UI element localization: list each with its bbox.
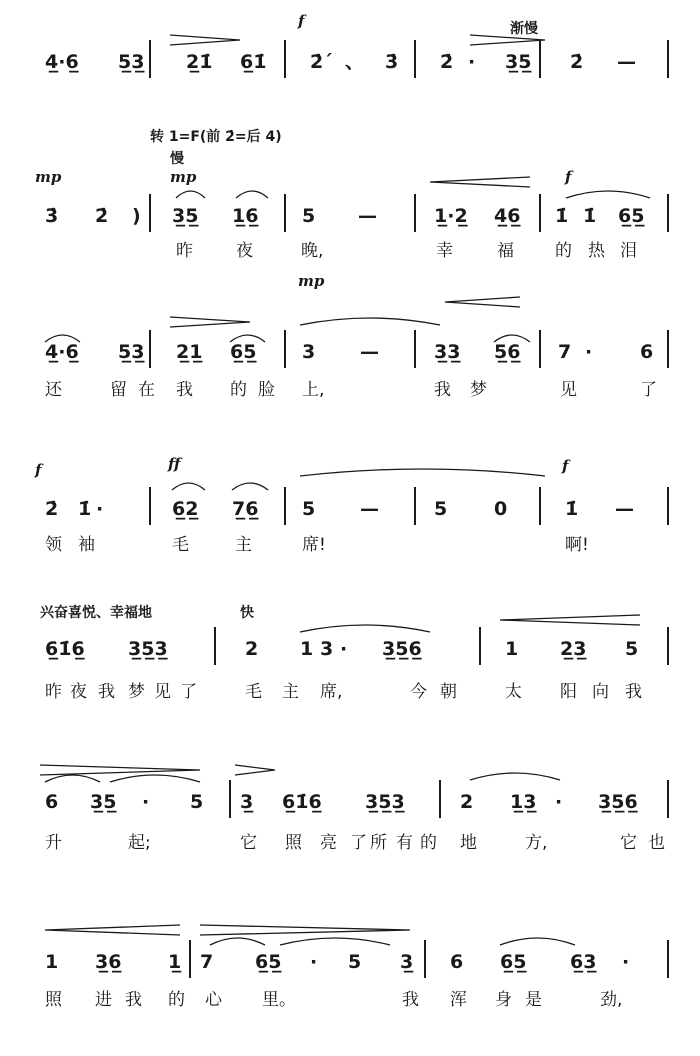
jianpu-note: 3̲: [400, 951, 414, 973]
jianpu-note: 3̲5̲: [505, 51, 532, 73]
jianpu-note: 4̲·6̲: [45, 341, 79, 363]
slur: [500, 938, 575, 945]
jianpu-note: 5: [302, 498, 316, 520]
lyric-char: 夜: [236, 241, 253, 261]
lyric-char: 上,: [302, 380, 325, 400]
jianpu-note: 3̲5̲6̲: [382, 638, 422, 660]
score-row: [45, 272, 668, 400]
jianpu-note: 3̲5̲: [172, 205, 199, 227]
jianpu-note: 2̲1̇: [186, 51, 213, 73]
lyric-char: 福: [497, 241, 514, 261]
lyric-char: 阳: [560, 682, 577, 702]
slur: [176, 191, 205, 198]
jianpu-note: 2: [460, 791, 474, 813]
lyric-char: 劲,: [600, 990, 623, 1010]
jianpu-note: 6̲1̇6̲: [282, 791, 322, 813]
lyric-char: 浑: [450, 990, 467, 1010]
lyric-char: 了: [180, 682, 197, 702]
lyric-char: 方,: [525, 833, 548, 853]
jianpu-note: 6: [450, 951, 464, 973]
jianpu-note: 1̇: [583, 205, 597, 227]
lyric-char: 朝: [440, 682, 457, 702]
score-row: [45, 12, 668, 78]
annotation-expression: 兴奋喜悦、幸福地: [40, 605, 152, 621]
lyric-char: 身: [495, 990, 512, 1010]
dynamic-mark: f: [565, 168, 572, 186]
lyric-char: 领: [45, 535, 62, 555]
lyric-char: 主: [235, 535, 252, 555]
dynamic-mark: mp: [35, 168, 62, 186]
lyric-char: 起;: [128, 833, 151, 853]
score-row: [45, 627, 668, 702]
lyric-char: 梦: [128, 682, 145, 702]
lyric-char: 毛: [172, 535, 189, 555]
jianpu-note: —: [360, 341, 379, 363]
lyric-char: 的: [555, 241, 572, 261]
slur: [280, 938, 390, 945]
jianpu-note: 1̲3̲: [510, 791, 537, 813]
lyric-char: 啊!: [565, 535, 589, 555]
jianpu-note: —: [360, 498, 379, 520]
jianpu-note: 6̲5̲: [618, 205, 645, 227]
hairpin: [235, 765, 275, 775]
annotation-slow: 慢: [170, 151, 184, 167]
lyric-char: 的: [230, 380, 247, 400]
jianpu-note: 3: [320, 638, 334, 660]
jianpu-note: ): [132, 205, 141, 227]
score-rows: [34, 12, 668, 1010]
annotation-fast: 快: [240, 605, 254, 621]
jianpu-note: 3̲5̲6̲: [598, 791, 638, 813]
score-row: [34, 455, 668, 555]
jianpu-note: 6̲5̲: [230, 341, 257, 363]
lyric-char: 了: [350, 833, 367, 853]
lyric-char: 心: [205, 990, 222, 1010]
jianpu-note: 1̇: [78, 498, 92, 520]
lyric-char: 在: [138, 380, 155, 400]
jianpu-note: ·: [622, 951, 630, 973]
slur: [470, 773, 560, 780]
slur: [172, 483, 205, 490]
lyric-char: 我: [434, 380, 451, 400]
lyric-char: 泪: [620, 241, 637, 261]
jianpu-note: 5̲6̲: [494, 341, 521, 363]
jianpu-note: —: [615, 498, 634, 520]
jianpu-note: 5: [190, 791, 204, 813]
jianpu-note: 2̲1̲: [176, 341, 203, 363]
hairpin: [40, 765, 200, 775]
jianpu-note: 1: [300, 638, 314, 660]
dynamic-mark: f: [35, 461, 42, 479]
hairpin: [170, 35, 240, 45]
slur: [300, 625, 430, 632]
jianpu-note: ·: [555, 791, 563, 813]
jianpu-note: 1̲·2̲: [434, 205, 468, 227]
lyric-char: 夜: [70, 682, 87, 702]
jianpu-note: 5: [434, 498, 448, 520]
hairpin: [430, 177, 530, 187]
jianpu-note: 2: [245, 638, 259, 660]
lyric-char: 它: [240, 833, 257, 853]
jianpu-note: ·: [310, 951, 318, 973]
jianpu-note: 、: [345, 51, 365, 73]
jianpu-note: 1̲: [168, 951, 182, 973]
lyric-char: 里。: [262, 990, 296, 1010]
slur: [300, 469, 545, 476]
jianpu-note: 4̲6̲: [494, 205, 521, 227]
lyric-char: 照: [285, 833, 302, 853]
hairpin: [445, 297, 520, 307]
jianpu-note: 5: [348, 951, 362, 973]
jianpu-note: ·: [468, 51, 476, 73]
jianpu-note: 6̲1̇: [240, 51, 267, 73]
jianpu-note: 6̲2̲: [172, 498, 199, 520]
dynamic-mark: mp: [170, 168, 197, 186]
jianpu-note: 2̇: [45, 498, 59, 520]
jianpu-note: 3̲5̲3̲: [365, 791, 405, 813]
lyric-char: 见: [560, 380, 577, 400]
jianpu-note: 7: [200, 951, 214, 973]
jianpu-note: 2̇: [95, 205, 109, 227]
jianpu-note: 5: [302, 205, 316, 227]
lyric-char: 是: [525, 990, 542, 1010]
jianpu-note: —: [617, 51, 636, 73]
jianpu-note: 6̲1̇6̲: [45, 638, 85, 660]
lyric-char: 毛: [245, 682, 262, 702]
lyric-char: 我: [625, 682, 642, 702]
jianpu-note: 7: [558, 341, 572, 363]
jianpu-note: 4̲·6̲: [45, 51, 79, 73]
lyric-char: 热: [588, 241, 605, 261]
lyric-char: 进: [95, 990, 112, 1010]
annotation-gradually-slower: 渐慢: [510, 21, 538, 37]
jianpu-note: 2̇: [570, 51, 584, 73]
lyric-char: 照: [45, 990, 62, 1010]
hairpin: [500, 615, 640, 625]
jianpu-note: 1̲6̲: [232, 205, 259, 227]
slur: [566, 191, 650, 198]
lyric-char: 袖: [78, 535, 95, 555]
jianpu-note: 1: [45, 951, 59, 973]
jianpu-note: 6̲5̲: [255, 951, 282, 973]
jianpu-note: 5̲3̲: [118, 51, 145, 73]
lyric-char: 见: [154, 682, 171, 702]
lyric-char: 主: [282, 682, 299, 702]
jianpu-note: ·: [585, 341, 593, 363]
hairpin: [170, 317, 250, 327]
lyric-char: 太: [505, 682, 522, 702]
lyric-char: 它: [620, 833, 637, 853]
lyric-char: 了: [640, 380, 657, 400]
lyric-char: 晚,: [301, 241, 324, 261]
jianpu-note: 0: [494, 498, 508, 520]
slur: [300, 318, 440, 325]
slur: [45, 775, 100, 782]
jianpu-note: 2̲3̲: [560, 638, 587, 660]
jianpu-note: 3̲5̲3̲: [128, 638, 168, 660]
lyric-char: 席,: [320, 682, 343, 702]
lyric-char: 也: [648, 833, 665, 853]
score-row: [35, 168, 668, 261]
jianpu-note: 3̲3̲: [434, 341, 461, 363]
score-row: [45, 940, 668, 1010]
lyric-char: 地: [460, 833, 477, 853]
lyric-char: 的: [168, 990, 185, 1010]
jianpu-note: 7̲6̲: [232, 498, 259, 520]
jianpu-note: 3̇: [385, 51, 399, 73]
jianpu-note: 2̇ˊ: [310, 51, 333, 73]
jianpu-note: 3̲5̲: [90, 791, 117, 813]
lyric-char: 今: [410, 682, 427, 702]
lyric-char: 升: [45, 833, 62, 853]
jianpu-note: 3̲: [240, 791, 254, 813]
jianpu-note: 6: [640, 341, 654, 363]
lyric-char: 昨: [176, 241, 193, 261]
lyric-char: 昨: [45, 682, 62, 702]
jianpu-note: ·: [340, 638, 348, 660]
jianpu-note: 3̲6̲: [95, 951, 122, 973]
lyric-char: 向: [592, 682, 609, 702]
lyric-char: 我: [98, 682, 115, 702]
jianpu-note: 6̲3̲: [570, 951, 597, 973]
lyric-char: 所: [370, 833, 387, 853]
slur: [110, 775, 200, 782]
hairpin: [45, 925, 180, 935]
jianpu-note: 6: [45, 791, 59, 813]
lyric-char: 的: [420, 833, 437, 853]
lyric-char: 我: [176, 380, 193, 400]
dynamic-mark: f: [298, 12, 305, 30]
jianpu-note: ·: [96, 498, 104, 520]
hairpin: [200, 925, 410, 935]
score-row: [45, 780, 668, 853]
jianpu-note: ·: [142, 791, 150, 813]
dynamic-mark: ff: [168, 455, 181, 473]
slur: [210, 938, 265, 945]
slur: [232, 483, 268, 490]
lyric-char: 留: [110, 380, 127, 400]
dynamic-mark: mp: [298, 272, 325, 290]
annotation-key-modulation: 转 1=F(前 2̇=后 4): [150, 129, 282, 145]
lyric-char: 席!: [302, 535, 326, 555]
jianpu-note: 3: [302, 341, 316, 363]
lyric-char: 还: [45, 380, 62, 400]
jianpu-note: 6̲5̲: [500, 951, 527, 973]
jianpu-note: 1: [505, 638, 519, 660]
lyric-char: 梦: [470, 380, 487, 400]
lyric-char: 幸: [436, 241, 453, 261]
lyric-char: 我: [402, 990, 419, 1010]
jianpu-note: 1̇: [565, 498, 579, 520]
jianpu-note: 5: [625, 638, 639, 660]
slur: [236, 191, 268, 198]
lyric-char: 我: [125, 990, 142, 1010]
lyric-char: 脸: [258, 380, 275, 400]
jianpu-note: —: [358, 205, 377, 227]
jianpu-note: 5̲3̲: [118, 341, 145, 363]
dynamic-mark: f: [562, 457, 569, 475]
lyric-char: 亮: [320, 833, 337, 853]
jianpu-note: 2̇: [440, 51, 454, 73]
jianpu-note: 3̇: [45, 205, 59, 227]
lyric-char: 有: [396, 833, 413, 853]
jianpu-note: 1̇: [555, 205, 569, 227]
